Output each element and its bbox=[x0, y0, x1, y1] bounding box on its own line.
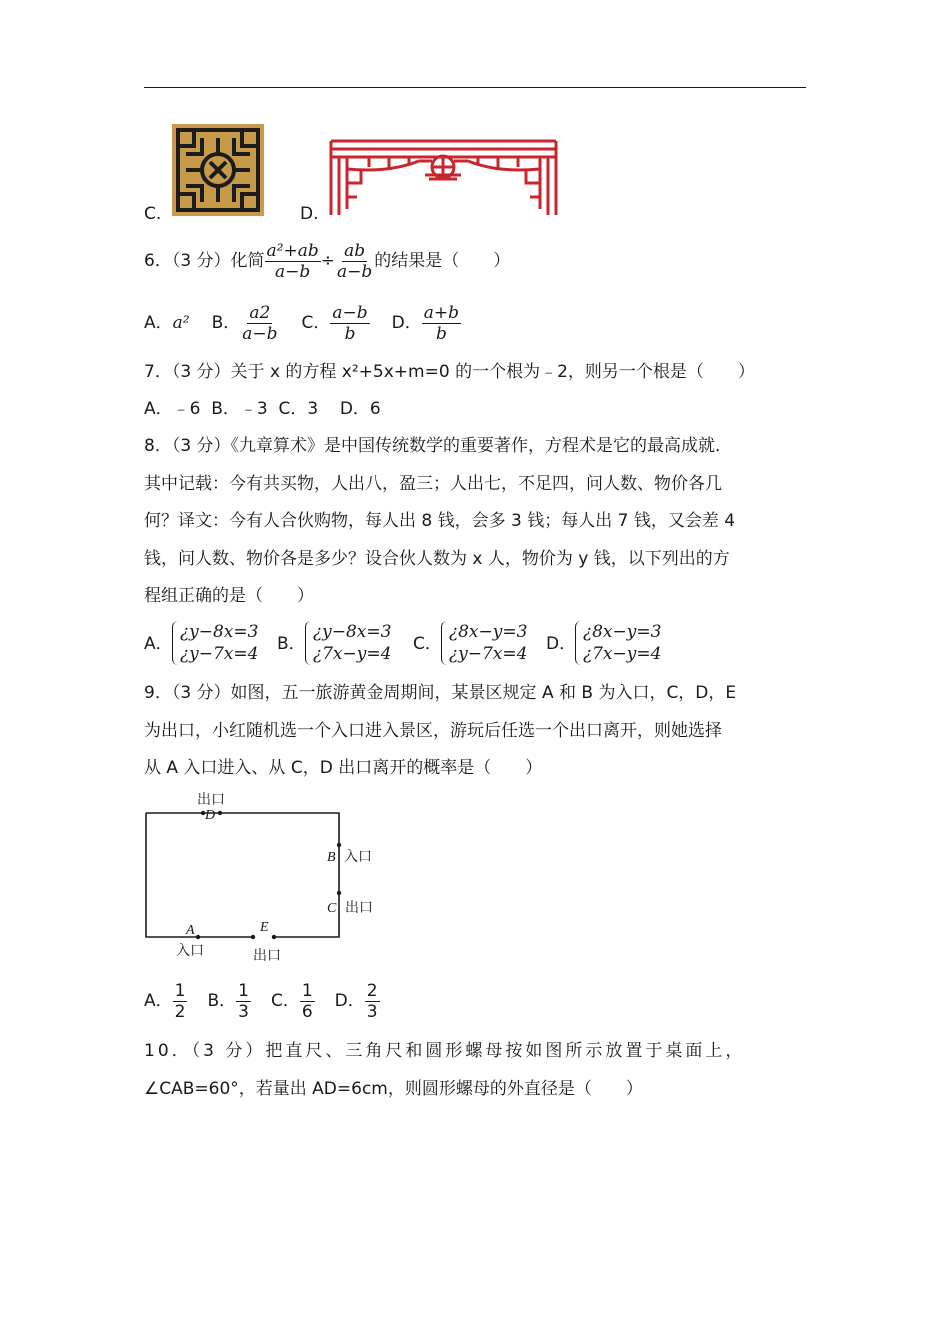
q8-option-a-brace bbox=[172, 621, 181, 665]
point-d-right-dot bbox=[218, 811, 222, 815]
q9-option-d-fraction bbox=[365, 981, 380, 1022]
q7-options: A．﹣6 B．﹣3 C．3 D．6 bbox=[144, 399, 381, 419]
q6-option-c-label: C． bbox=[301, 313, 331, 333]
q9-option-d-numerator: 2 bbox=[366, 980, 378, 1001]
q6-option-c-fraction bbox=[330, 303, 369, 344]
q9-option-c-denominator: 6 bbox=[301, 1001, 313, 1022]
q6-fraction-1 bbox=[265, 241, 321, 282]
q5-option-c-label: C. bbox=[144, 204, 162, 224]
q6-option-a-value: a² bbox=[172, 313, 190, 333]
label-d-exit: 出口 bbox=[197, 791, 225, 807]
label-a: A bbox=[186, 923, 195, 938]
q6-option-c-numerator: a−b bbox=[332, 302, 368, 323]
q6-option-c-denominator: b bbox=[344, 323, 356, 344]
q8-option-c-label: C． bbox=[413, 634, 442, 654]
label-e: E bbox=[260, 920, 269, 935]
q8-option-b-label: B． bbox=[277, 634, 306, 654]
q8-option-d-label: D． bbox=[546, 634, 577, 654]
q9-option-a-fraction bbox=[173, 981, 188, 1022]
q6-option-d-fraction bbox=[422, 303, 461, 344]
q9-option-b-numerator: 1 bbox=[238, 980, 249, 1001]
q8-option-b-system bbox=[305, 621, 391, 665]
q8-option-b-eq2: ¿7x−y=4 bbox=[313, 644, 392, 664]
q9-option-a-denominator: 2 bbox=[174, 1001, 186, 1022]
label-e-exit: 出口 bbox=[253, 947, 281, 963]
q9-option-a-label: A． bbox=[144, 991, 173, 1011]
point-e-left-dot bbox=[251, 935, 255, 939]
q6-option-b-fraction bbox=[240, 303, 279, 344]
q6-fraction-2 bbox=[335, 241, 374, 282]
q9-line-3: 从 A 入口进入、从 C，D 出口离开的概率是（ ） bbox=[144, 758, 543, 778]
q8-option-a-label: A． bbox=[144, 634, 173, 654]
q6-stem bbox=[144, 238, 510, 284]
label-b: B bbox=[327, 850, 336, 865]
point-b-dot bbox=[337, 843, 341, 847]
q10-line-1: 10．（3 分）把直尺、三角尺和圆形螺母按如图所示放置于桌面上， bbox=[144, 1041, 746, 1061]
label-b-entry: 入口 bbox=[344, 848, 372, 864]
scenic-area-map bbox=[140, 785, 390, 970]
q8-option-a-eq2: ¿y−7x=4 bbox=[180, 644, 259, 664]
q8-option-c-brace bbox=[441, 621, 450, 665]
q9-option-b-label: B． bbox=[207, 991, 237, 1011]
q8-option-a-eq1: ¿y−8x=3 bbox=[180, 622, 259, 642]
q8-option-c-system bbox=[441, 621, 527, 665]
q8-line-4: 钱，问人数、物价各是多少？设合伙人数为 x 人，物价为 y 钱，以下列出的方 bbox=[144, 549, 730, 569]
q7-stem: 7．（3 分）关于 x 的方程 x²+5x+m=0 的一个根为﹣2，则另一个根是（ ） bbox=[144, 362, 755, 382]
q5-option-d-label: D. bbox=[300, 204, 319, 224]
q6-divide-sign: ÷ bbox=[320, 251, 336, 271]
header-rule bbox=[144, 87, 806, 88]
q9-option-d-denominator: 3 bbox=[366, 1001, 378, 1022]
q8-line-2: 其中记载：今有共买物，人出八，盈三；人出七，不足四，问人数、物价各几 bbox=[144, 474, 722, 494]
q9-option-c-fraction bbox=[300, 981, 315, 1022]
q8-option-d-eq1: ¿8x−y=3 bbox=[583, 622, 662, 642]
q6-option-b-label: B． bbox=[211, 313, 241, 333]
q8-option-d-eq2: ¿7x−y=4 bbox=[583, 644, 662, 664]
q9-line-1: 9．（3 分）如图，五一旅游黄金周期间，某景区规定 A 和 B 为入口，C，D，E bbox=[144, 683, 737, 703]
q9-option-d-label: D． bbox=[334, 991, 365, 1011]
q6-option-a-label: A． bbox=[144, 313, 173, 333]
q6-fraction-2-denominator: a−b bbox=[337, 261, 373, 282]
q6-fraction-1-numerator: a²+ab bbox=[266, 240, 319, 261]
q6-option-b-numerator: a2 bbox=[249, 302, 271, 323]
q6-stem-prefix: 6．（3 分）化简 bbox=[144, 251, 265, 271]
q6-option-d-numerator: a+b bbox=[423, 302, 460, 323]
q6-fraction-2-numerator: ab bbox=[344, 240, 366, 261]
q6-options bbox=[144, 300, 461, 346]
point-a-dot bbox=[196, 935, 200, 939]
q8-option-b-eq1: ¿y−8x=3 bbox=[313, 622, 392, 642]
q8-option-c-eq1: ¿8x−y=3 bbox=[449, 622, 528, 642]
q6-option-d-denominator: b bbox=[435, 323, 447, 344]
label-d: D bbox=[205, 808, 216, 823]
q8-line-3: 何？译文：今有人合伙购物，每人出 8 钱，会多 3 钱；每人出 7 钱，又会差 4 bbox=[144, 511, 736, 531]
q8-option-b-brace bbox=[305, 621, 314, 665]
q8-option-d-system bbox=[575, 621, 661, 665]
label-c: C bbox=[327, 901, 337, 916]
q10-line-2: ∠CAB=60°，若量出 AD=6cm，则圆形螺母的外直径是（ ） bbox=[144, 1079, 643, 1099]
map-boundary-right bbox=[146, 813, 339, 937]
point-c-dot bbox=[337, 891, 341, 895]
point-e-right-dot bbox=[272, 935, 276, 939]
map-boundary-left bbox=[146, 813, 198, 937]
q9-option-c-numerator: 1 bbox=[301, 980, 313, 1001]
q9-option-c-label: C． bbox=[270, 991, 300, 1011]
q6-option-b-denominator: a−b bbox=[242, 323, 278, 344]
q8-option-a-system bbox=[172, 621, 258, 665]
q9-option-b-denominator: 3 bbox=[238, 1001, 249, 1022]
lattice-pattern-image bbox=[172, 124, 264, 216]
label-c-exit: 出口 bbox=[345, 899, 373, 915]
q9-options bbox=[144, 978, 380, 1024]
label-a-entry: 入口 bbox=[176, 942, 204, 958]
q6-stem-suffix: 的结果是（ ） bbox=[374, 251, 511, 271]
q8-option-d-brace bbox=[575, 621, 584, 665]
q9-option-a-numerator: 1 bbox=[174, 980, 186, 1001]
q9-option-b-fraction bbox=[236, 981, 251, 1022]
q8-option-c-eq2: ¿y−7x=4 bbox=[449, 644, 528, 664]
q9-line-2: 为出口，小红随机选一个入口进入景区，游玩后任选一个出口离开，则她选择 bbox=[144, 721, 722, 741]
q6-fraction-1-denominator: a−b bbox=[275, 261, 311, 282]
q8-line-5: 程组正确的是（ ） bbox=[144, 586, 314, 606]
window-frame-image bbox=[329, 139, 558, 216]
q8-line-1: 8．（3 分）《九章算术》是中国传统数学的重要著作，方程术是它的最高成就． bbox=[144, 436, 733, 456]
q6-option-d-label: D． bbox=[391, 313, 422, 333]
